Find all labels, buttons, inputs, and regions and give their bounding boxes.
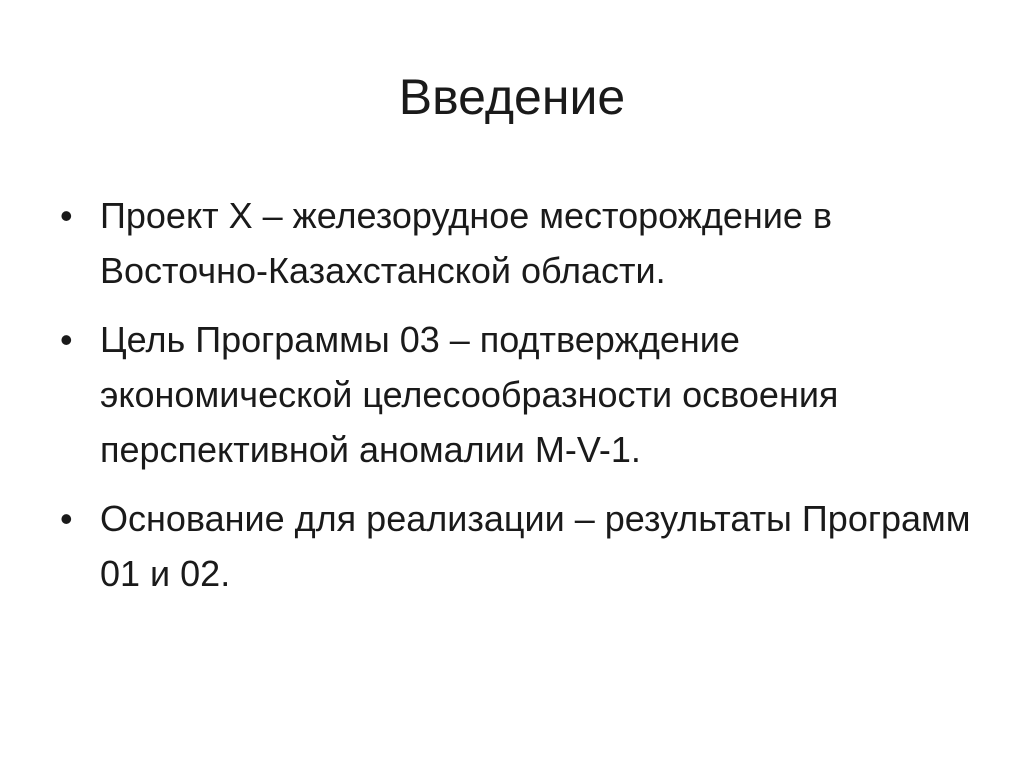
- bullet-icon: •: [60, 195, 73, 236]
- bullet-text: Проект X – железорудное месторождение в Восточно-Казахстанской области.: [100, 195, 833, 291]
- bullet-icon: •: [60, 319, 73, 360]
- list-item: [60, 312, 980, 477]
- bullet-text: Основание для реализации – результаты Программ 01 и 02.: [100, 498, 971, 594]
- slide-title: Введение: [398, 69, 626, 125]
- list-item: [60, 491, 980, 601]
- bullet-list: [60, 188, 980, 615]
- bullet-text: Цель Программы 03 – подтверждение экономической целесообразности освоения перспективной аномалии M-V-1.: [100, 319, 839, 470]
- bullet-icon: •: [60, 498, 73, 539]
- list-item: [60, 188, 980, 298]
